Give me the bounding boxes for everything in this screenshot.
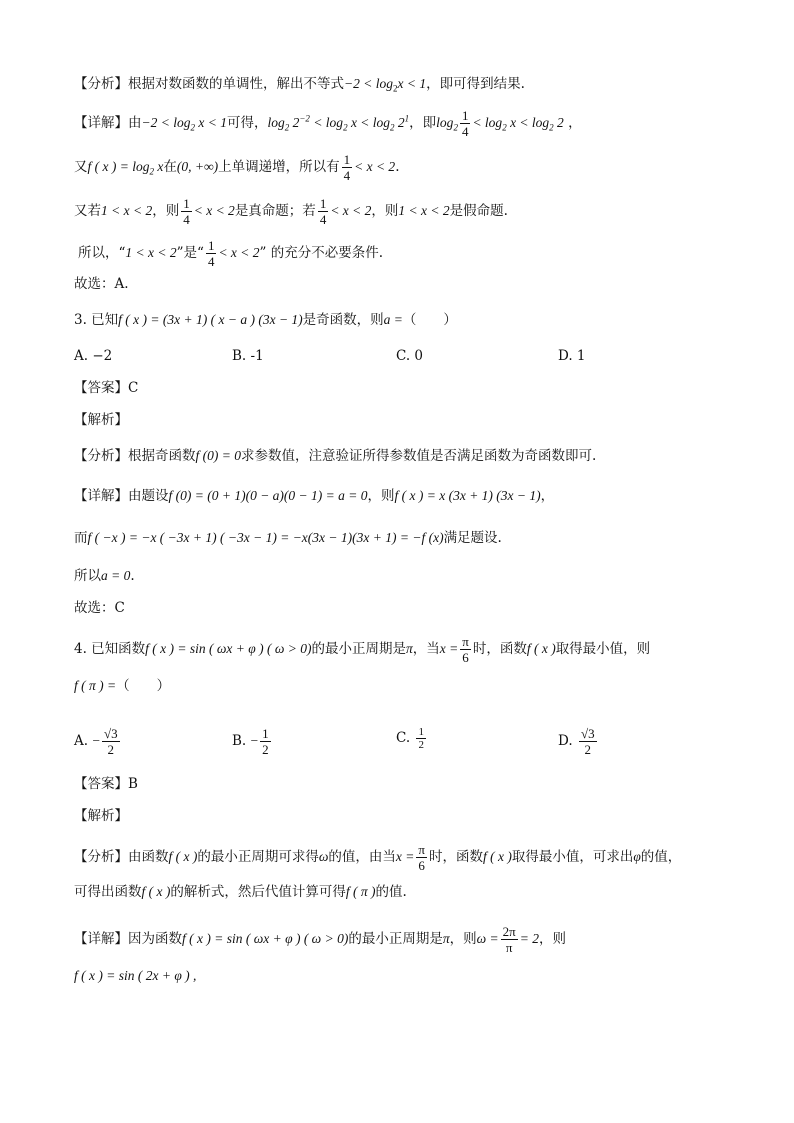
math: $\log_2 2^{-2} < \log_2 x < \log_2 2^1$ — [267, 113, 410, 133]
text: ，即 — [409, 115, 437, 131]
text: 是奇函数，则 — [302, 312, 384, 328]
option-d: D. 1 — [558, 348, 586, 364]
math: a = — [383, 312, 403, 327]
text: 【分析】根据对数函数的单调性，解出不等式 — [74, 76, 344, 92]
answer-label: 【答案】C — [74, 380, 139, 396]
math: f ( x ) = x (3x + 1) (3x − 1) — [394, 488, 541, 503]
text: 取得最小值，可求出 — [511, 849, 634, 865]
math: a = 0 — [101, 568, 131, 583]
text: 【详解】因为函数 — [74, 931, 182, 947]
text: 而 — [74, 530, 88, 546]
math: f ( x ) = sin ( ωx + φ ) ( ω > 0) — [145, 641, 312, 656]
text: （ ） — [402, 312, 457, 328]
analysis-line-q3 — [74, 446, 596, 466]
fraction: $\frac{√3}{2}$ — [103, 726, 118, 757]
math: ω = — [476, 931, 499, 946]
text: ，即可得到结果. — [426, 76, 525, 92]
option-b: B. -1 — [232, 348, 264, 364]
math: 1 < x < 2 — [125, 245, 177, 260]
math: f ( −x ) = −x ( −3x + 1) ( −3x − 1) = −x(3x − 1)(3x + 1) = −f (x) — [87, 530, 444, 545]
option-label: A. — [74, 733, 89, 749]
text: 求参数值，注意验证所得参数值是否满足函数为奇函数即可. — [240, 448, 597, 464]
math: f ( x ) — [526, 641, 556, 656]
text: 所以 — [74, 568, 101, 584]
option-c: C. 0 — [396, 348, 424, 364]
math: f (0) = (0 + 1)(0 − a)(0 − 1) = a = 0 — [168, 488, 368, 503]
text: ，则 — [371, 203, 399, 219]
fraction: $\frac{1}{2}$ — [262, 726, 269, 757]
text: 在 — [163, 159, 177, 175]
option-c — [396, 726, 428, 751]
text: 的值. — [375, 884, 407, 900]
text: 时，函数 — [428, 849, 483, 865]
analysis-line-q4-1 — [74, 842, 681, 873]
text: 又若 — [74, 203, 101, 219]
text: ” 的充分不必要条件. — [259, 245, 384, 261]
math: x < 1 — [397, 76, 427, 91]
text: 【分析】根据奇函数 — [74, 448, 196, 464]
math: − — [92, 733, 100, 748]
math: f ( x ) = sin ( 2x + φ ) , — [74, 968, 197, 983]
text: 又 — [74, 159, 88, 175]
text: 的最小正周期是 — [311, 641, 406, 657]
text: 是真命题；若 — [234, 203, 316, 219]
option-label: B. — [232, 733, 247, 749]
math: < x < 2 — [354, 159, 396, 174]
detail-line-q4-1 — [74, 924, 566, 955]
analysis-line-1 — [74, 74, 525, 99]
text: ，则 — [538, 931, 566, 947]
fraction: $\frac{√3}{2}$ — [580, 726, 595, 757]
math: π — [442, 931, 450, 946]
math: < x < 2 — [218, 245, 260, 260]
fraction: $\frac{\pi}{6}$ — [418, 842, 425, 873]
option-a — [74, 726, 122, 757]
fraction: $\frac{2\pi}{\pi}$ — [502, 924, 516, 955]
math: −2 < log — [344, 76, 393, 91]
analysis-line-q4-2 — [74, 882, 407, 902]
text: 所以，“ — [78, 245, 126, 261]
fraction: $\frac{1}{4}$ — [461, 108, 469, 139]
fraction: $\frac{1}{4}$ — [183, 196, 190, 227]
text: 时，函数 — [472, 641, 527, 657]
math: < x < 2 — [193, 203, 235, 218]
text: 4. 已知函数 — [74, 641, 146, 657]
text: 【详解】由 — [74, 115, 142, 131]
text: 3. 已知 — [74, 312, 119, 328]
text: 取得最小值，则 — [555, 641, 651, 657]
text: ，则 — [152, 203, 180, 219]
option-b — [232, 726, 273, 757]
text: ，当 — [412, 641, 440, 657]
detail-line-4 — [78, 238, 383, 269]
question-4-line-2 — [74, 676, 170, 696]
explanation-label: 【解析】 — [74, 808, 128, 824]
choice-line-q3: 故选：C — [74, 600, 125, 616]
text: 是假命题. — [449, 203, 508, 219]
text: 满足题设. — [443, 530, 502, 546]
text: 的值，由当 — [328, 849, 396, 865]
detail-line-3 — [74, 196, 508, 227]
text: ，则 — [449, 931, 477, 947]
text: 的解析式，然后代值计算可得 — [170, 884, 346, 900]
fraction: $\frac{1}{2}$ — [418, 726, 424, 751]
math: $\log_2$ — [436, 115, 458, 133]
math-sub: 2 — [392, 83, 398, 94]
text: 的值， — [640, 849, 682, 865]
detail-line-q3-1: 【详解】由题设f (0) = (0 + 1)(0 − a)(0 − 1) = a = 0，则f ( x ) = x (3x + 1) (3x − 1)， — [74, 488, 555, 504]
choice-line: 故选：A. — [74, 276, 129, 292]
math: 1 < x < 2 — [398, 203, 450, 218]
math: $-2 < \log_2 x < 1$ — [141, 115, 227, 133]
math: < x < 2 — [330, 203, 372, 218]
math: 1 < x < 2 — [101, 203, 153, 218]
text: 的最小正周期是 — [348, 931, 443, 947]
math: < $\log_2 x < \log_2 2$ — [472, 115, 564, 133]
text: 可得出函数 — [74, 884, 142, 900]
detail-line-q3-2 — [74, 528, 502, 548]
fraction: $\frac{1}{4}$ — [319, 196, 327, 227]
option-label: C. — [396, 730, 411, 746]
text: 【详解】由题设 — [74, 488, 169, 504]
text: 上单调递增，所以有 — [218, 159, 340, 175]
text: 可得， — [226, 115, 268, 131]
math: = 2 — [519, 931, 539, 946]
math: f ( x ) — [482, 849, 512, 864]
question-3 — [74, 310, 457, 330]
text: ，则 — [367, 488, 395, 504]
explanation-label: 【解析】 — [74, 412, 128, 428]
fraction: $\frac{1}{4}$ — [207, 238, 215, 269]
option-a: A. −2 — [74, 348, 113, 364]
option-label: D. — [558, 733, 573, 749]
question-4 — [74, 634, 650, 665]
math: f ( x ) = (3x + 1) ( x − a ) (3x − 1) — [118, 312, 303, 327]
math: − — [250, 733, 259, 748]
math: π — [406, 641, 413, 656]
math: f ( x ) = sin ( ωx + φ ) ( ω > 0) — [182, 931, 349, 946]
math: f ( x ) = $\log_2 x$ — [87, 159, 164, 177]
math: x = — [395, 849, 415, 864]
math: (0, +∞) — [176, 159, 219, 174]
text: ”是“ — [176, 245, 204, 261]
math: f (0) = 0 — [195, 448, 241, 463]
math: f ( π ) — [345, 884, 376, 899]
math: f ( x ) — [168, 849, 198, 864]
answer-label: 【答案】B — [74, 776, 138, 792]
math: f ( π ) = — [74, 678, 117, 693]
detail-line-q3-3: 所以a = 0. — [74, 568, 135, 584]
detail-line-1: 【详解】由$-2 < \log_2 x < 1$可得，$\log_2 2^{-2} < \log_2 x < \log_2 2^1$，即$\log_2$ $\frac{1}{4}$ < $\log_2 x < \log_2 2$ ， — [74, 108, 582, 139]
text: 【分析】由函数 — [74, 849, 169, 865]
math: f ( x ) — [141, 884, 171, 899]
fraction: $\frac{1}{4}$ — [343, 152, 351, 183]
text: （ ） — [116, 678, 171, 694]
fraction: $\frac{\pi}{6}$ — [462, 634, 469, 665]
detail-line-q4-2 — [74, 966, 196, 986]
detail-line-2: 又f ( x ) = $\log_2 x$在(0, +∞)上单调递增，所以有 $\frac{1}{4}$ < x < 2. — [74, 152, 400, 183]
math: φ — [633, 849, 641, 864]
text: 的最小正周期可求得 — [197, 849, 319, 865]
math: ω — [318, 849, 329, 864]
math: x = — [439, 641, 459, 656]
option-d — [558, 726, 599, 757]
